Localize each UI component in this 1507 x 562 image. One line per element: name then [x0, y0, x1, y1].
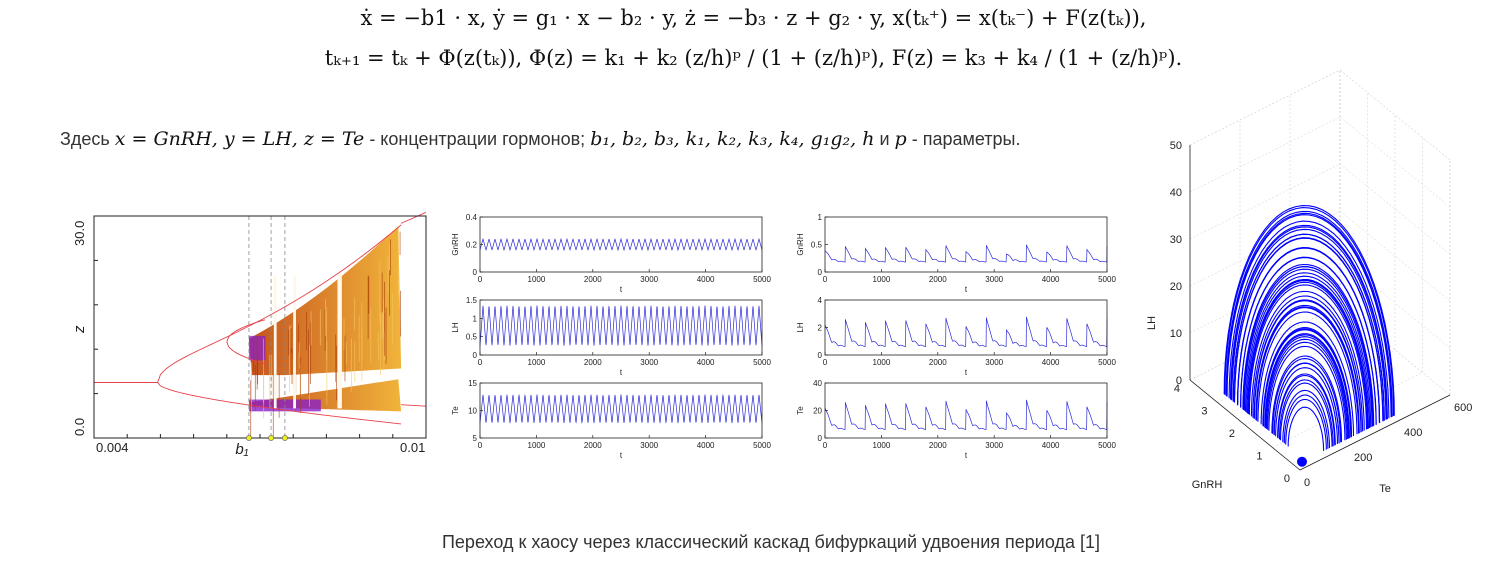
y-tick-label-end: 30.0 [72, 220, 87, 246]
x-tick-label-start: 0.004 [96, 440, 129, 455]
x-tick-label: 1000 [527, 441, 546, 450]
x-tick-label: 0 [477, 441, 483, 450]
series-line [825, 317, 1107, 347]
description-p: p [894, 128, 907, 150]
y-axis-label: LH [451, 322, 460, 333]
series-line [825, 400, 1107, 430]
periodic-window [293, 275, 296, 408]
y-axis-label: LH [796, 322, 805, 333]
gnrh-tick-label: 3 [1201, 405, 1208, 418]
x-axis-label: t [964, 285, 968, 294]
x-tick-label: 4000 [1041, 441, 1060, 450]
x-tick-label: 5000 [1098, 358, 1116, 367]
te-tick-label: 600 [1454, 402, 1473, 414]
gnrh-tick-label: 1 [1256, 450, 1263, 463]
panel-frame [480, 217, 762, 272]
x-tick-label: 0 [822, 441, 828, 450]
x-tick-label: 3000 [985, 275, 1004, 284]
series-line [480, 306, 762, 346]
x-tick-label: 1000 [527, 358, 546, 367]
branch-continuation-upper [401, 212, 426, 223]
y-tick-label: 20 [813, 406, 822, 416]
grid-line [1190, 211, 1340, 286]
y-tick-label: 0 [817, 351, 822, 360]
x-tick-label: 4000 [696, 441, 715, 450]
y-tick-label: 10 [468, 406, 477, 416]
te-tick-label: 0 [1304, 477, 1311, 489]
time-series-panel [796, 213, 1116, 294]
x-tick-label: 1000 [872, 358, 891, 367]
gnrh-tick-label: 0 [1283, 473, 1290, 485]
x-tick-label: 2000 [928, 441, 947, 450]
y-axis-label: Te [451, 406, 460, 415]
y-axis-label: Te [796, 406, 805, 415]
trajectory-arc [1288, 407, 1323, 451]
x-tick-label: 5000 [753, 275, 771, 284]
equation-line-1: ẋ = −b1 · x, ẏ = g₁ · x − b₂ · y, ż = −b₃ · z + g₂ · y, x(tₖ⁺) = x(tₖ⁻) + F(z(tₖ)), [360, 6, 1147, 30]
axis-te [1300, 395, 1450, 470]
time-series-panel [451, 296, 771, 377]
lh-tick-label: 20 [1169, 281, 1182, 293]
time-series-panel [796, 296, 1116, 377]
y-tick-label: 0 [817, 268, 822, 277]
description-suffix: - параметры. [906, 129, 1021, 149]
description [60, 128, 1020, 150]
lh-tick-label: 0 [1175, 375, 1182, 387]
x-tick-label: 1000 [872, 275, 891, 284]
b1-marker [268, 435, 273, 440]
x-tick-label: 4000 [1041, 358, 1060, 367]
te-tick-label: 200 [1354, 452, 1373, 464]
periodic-window [337, 275, 341, 408]
x-tick-label: 1000 [872, 441, 891, 450]
x-tick-label: 2000 [928, 358, 947, 367]
chaotic-time-series [790, 205, 1125, 470]
branch-continuation-lower [401, 405, 426, 406]
description-vars: x = GnRH, y = LH, z = Te [114, 128, 365, 150]
gnrh-axis-label: GnRH [1191, 479, 1223, 491]
y-tick-label: 1 [817, 213, 822, 222]
x-axis-label: t [964, 451, 968, 460]
trajectory-base [1297, 457, 1307, 467]
x-tick-label: 3000 [640, 275, 659, 284]
description-params: b₁, b₂, b₃, k₁, k₂, k₃, k₄, g₁g₂, h [590, 128, 875, 150]
phase-portrait-area [1146, 70, 1472, 495]
y-axis-label: z [71, 325, 88, 333]
x-tick-label-end: 0.01 [400, 440, 426, 455]
x-tick-label: 5000 [753, 358, 771, 367]
description-middle: - концентрации гормонов; [364, 129, 591, 149]
periodic-window [274, 275, 277, 408]
y-tick-label: 0.2 [465, 240, 477, 250]
lh-tick-label: 30 [1169, 234, 1182, 246]
y-tick-label: 5 [472, 434, 477, 443]
x-tick-label: 2000 [583, 441, 602, 450]
x-tick-label: 1000 [527, 275, 546, 284]
x-tick-label: 4000 [696, 358, 715, 367]
description-prefix: Здесь [60, 129, 115, 149]
b1-marker [246, 435, 251, 440]
equation-line-2: tₖ₊₁ = tₖ + Φ(z(tₖ)), Φ(z) = k₁ + k₂ (z/h)ᵖ / (1 + (z/h)ᵖ), F(z) = k₃ + k₄ / (1 + (z/h)ᵖ). [324, 46, 1183, 70]
y-tick-label: 1.5 [465, 296, 477, 305]
x-axis-label: t [964, 368, 968, 377]
x-axis-label: b₁ [235, 441, 249, 458]
x-tick-label: 0 [477, 358, 483, 367]
x-tick-label: 2000 [928, 275, 947, 284]
y-tick-label: 2 [817, 323, 822, 333]
description-and: и [874, 129, 895, 149]
x-tick-label: 0 [477, 275, 483, 284]
time-series-panel [796, 379, 1116, 460]
time-series-panel [451, 379, 771, 460]
x-tick-label: 0 [822, 275, 828, 284]
x-tick-label: 5000 [1098, 275, 1116, 284]
y-tick-label: 0 [472, 351, 477, 360]
lh-tick-label: 50 [1169, 140, 1182, 152]
lh-tick-label: 40 [1169, 187, 1182, 199]
y-tick-label: 0.5 [810, 240, 822, 250]
lh-tick-label: 10 [1169, 328, 1182, 340]
y-tick-label: 1 [472, 314, 477, 324]
x-tick-label: 0 [822, 358, 828, 367]
x-tick-label: 3000 [985, 441, 1004, 450]
x-tick-label: 3000 [640, 358, 659, 367]
phase-portrait-3d [1135, 140, 1475, 505]
x-axis-label: t [619, 451, 623, 460]
bifurcation-plot-area [94, 212, 426, 440]
series-line [825, 245, 1107, 262]
grid-line [1190, 117, 1340, 192]
gnrh-tick-label: 2 [1228, 428, 1235, 440]
te-axis-label: Te [1379, 483, 1391, 495]
bifurcation-diagram [60, 200, 440, 470]
y-tick-label: 15 [468, 379, 477, 388]
y-axis-label: GnRH [451, 233, 460, 256]
gnrh-tick-label: 4 [1173, 383, 1180, 395]
x-axis-label: t [619, 368, 623, 377]
x-tick-label: 2000 [583, 358, 602, 367]
figure-caption: Переход к хаосу через классический каскад бифуркаций удвоения периода [1] [441, 532, 1101, 552]
x-tick-label: 4000 [1041, 275, 1060, 284]
y-tick-label-start: 0.0 [72, 417, 87, 436]
x-tick-label: 5000 [753, 441, 771, 450]
x-tick-label: 2000 [583, 275, 602, 284]
x-tick-label: 3000 [985, 358, 1004, 367]
panel-frame [825, 217, 1107, 272]
x-tick-label: 3000 [640, 441, 659, 450]
box-edge [1190, 70, 1340, 145]
time-series-panel [451, 213, 771, 294]
series-line [480, 239, 762, 250]
x-tick-label: 5000 [1098, 441, 1116, 450]
x-tick-label: 4000 [696, 275, 715, 284]
panel-frame [480, 383, 762, 438]
b1-marker [282, 435, 287, 440]
y-tick-label: 0.5 [465, 332, 477, 342]
y-tick-label: 40 [813, 379, 822, 388]
y-tick-label: 0 [472, 268, 477, 277]
series-line [480, 395, 762, 424]
y-tick-label: 0 [817, 434, 822, 443]
y-tick-label: 4 [817, 296, 822, 305]
periodic-time-series [445, 205, 780, 470]
x-axis-label: t [619, 285, 623, 294]
lh-axis-label: LH [1146, 315, 1158, 331]
te-tick-label: 400 [1404, 427, 1423, 439]
y-axis-label: GnRH [796, 233, 805, 256]
y-tick-label: 0.4 [465, 213, 477, 222]
